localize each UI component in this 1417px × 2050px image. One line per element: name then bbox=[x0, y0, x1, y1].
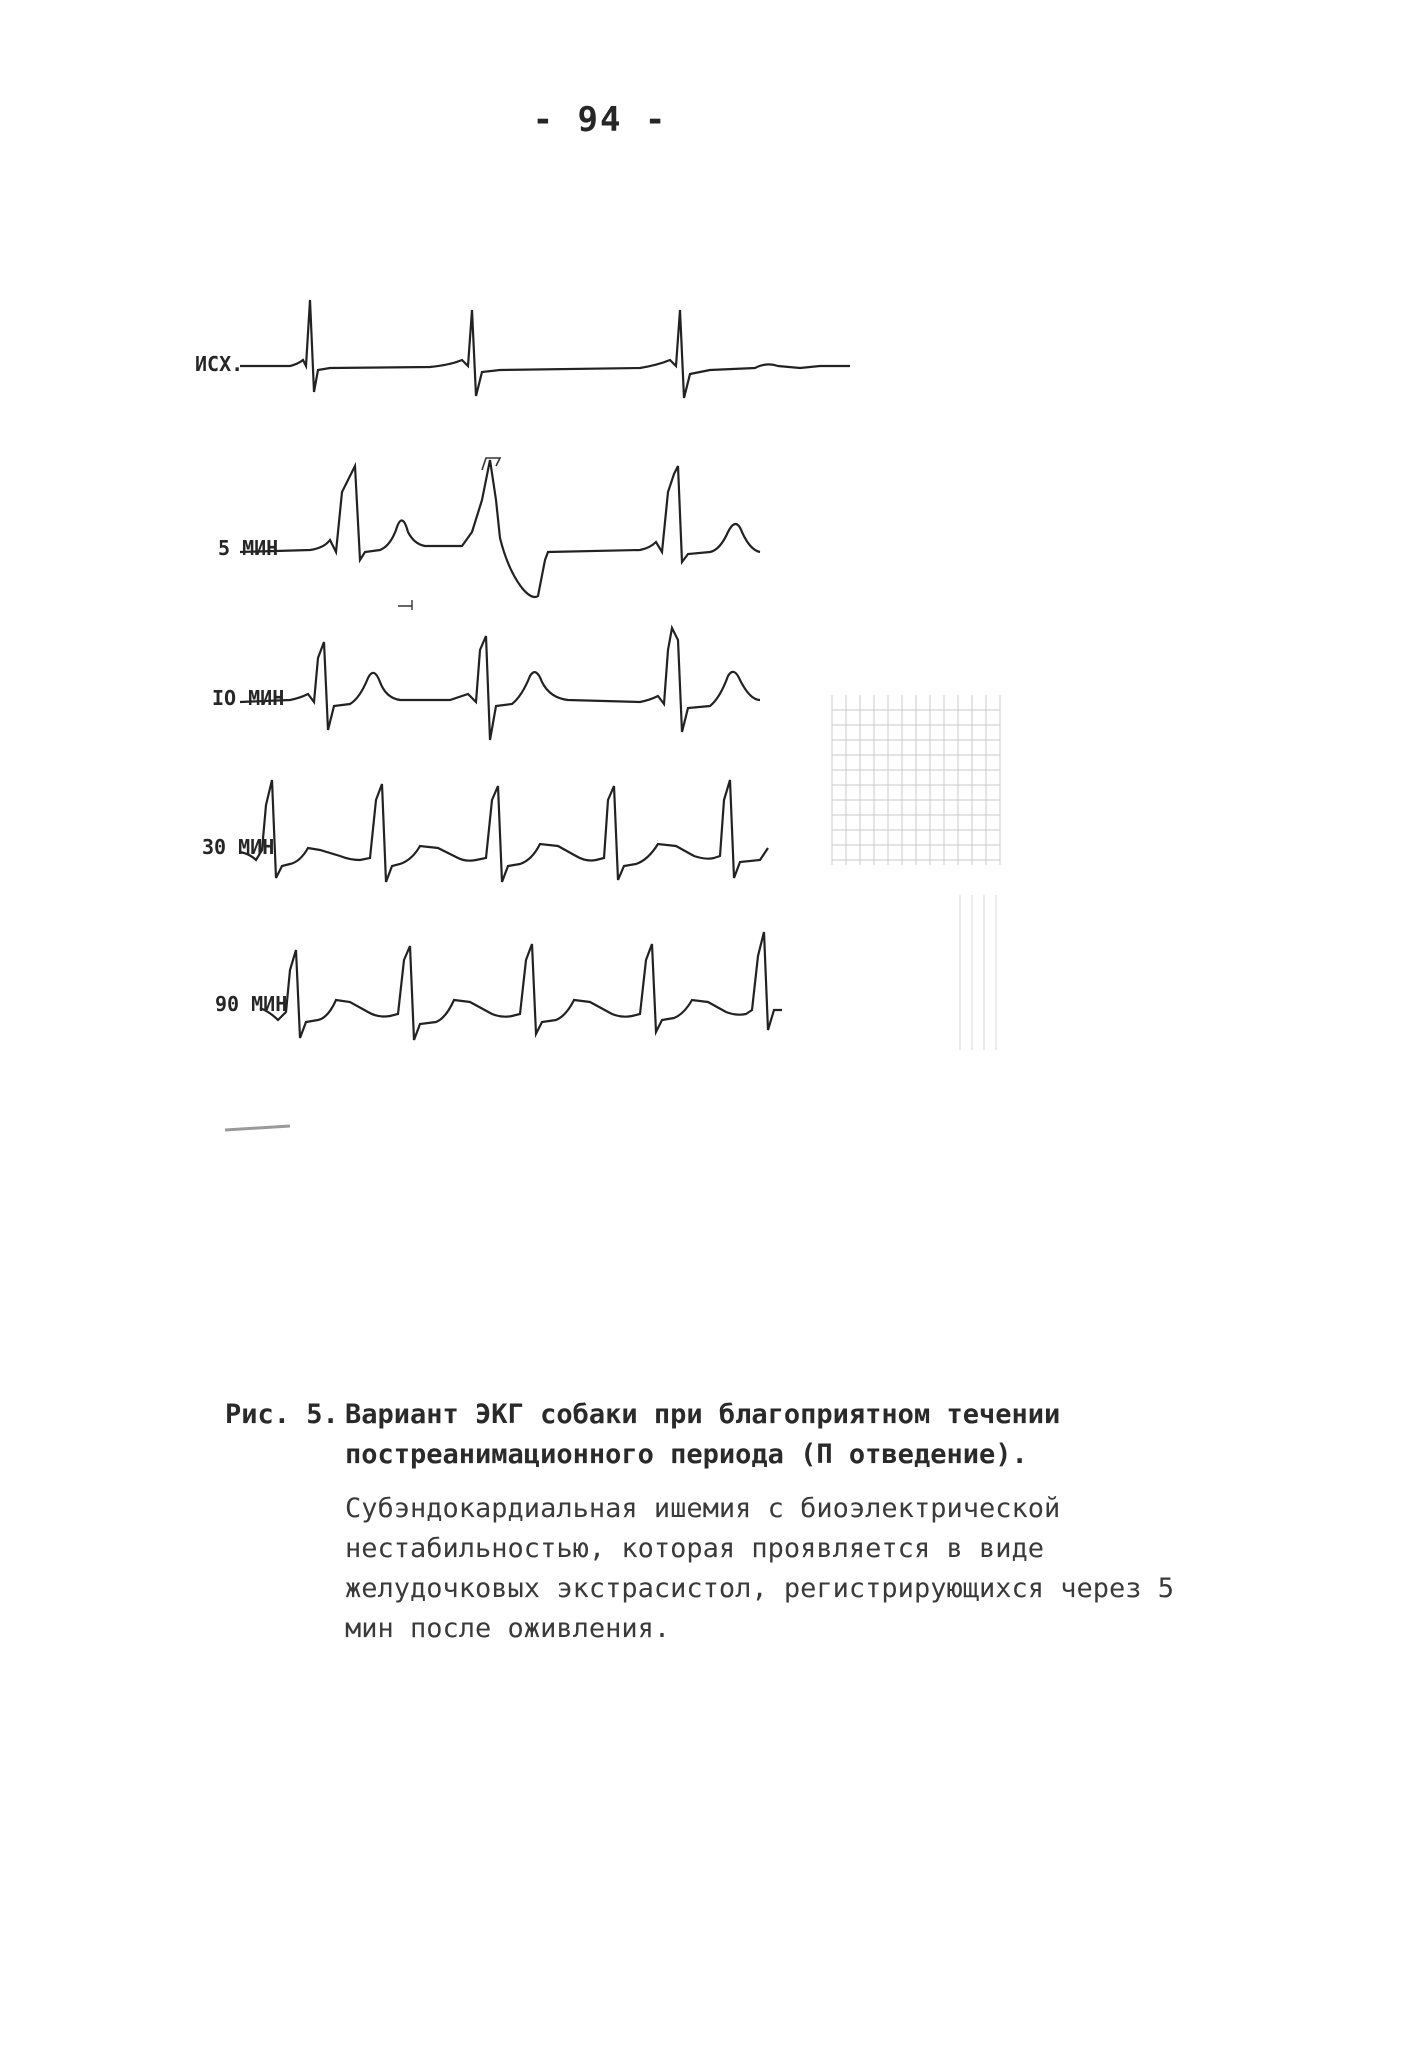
trace-label-10min: IO МИН bbox=[212, 686, 285, 710]
ecg-figure bbox=[195, 270, 1030, 1300]
ecg-trace-90min bbox=[260, 932, 782, 1040]
caption-title-line bbox=[225, 1395, 1225, 1475]
caption-body: Субэндокардиальная ишемия с биоэлектрической нестабильностью, которая проявляется в виде желудочковых экстрасистол, регистрирующихся через 5 мин после оживления. bbox=[345, 1493, 1175, 1644]
ecg-grid-patch-30 bbox=[960, 895, 996, 1050]
figure-caption bbox=[225, 1395, 1225, 1649]
trace-label-baseline: ИСХ. bbox=[195, 352, 244, 376]
caption-title: Вариант ЭКГ собаки при благоприятном течении постреанимационного периода (П отведение). bbox=[345, 1399, 1061, 1470]
ecg-trace-5min-artifact2 bbox=[398, 600, 412, 610]
trace-label-90min: 90 МИН bbox=[215, 992, 288, 1016]
ecg-trace-5min bbox=[240, 460, 760, 597]
page-number: - 94 - bbox=[532, 100, 668, 140]
ecg-grid-patch bbox=[832, 695, 1000, 865]
ecg-trace-baseline bbox=[240, 300, 850, 398]
caption-figure-label: Рис. 5. bbox=[225, 1399, 339, 1430]
ecg-trace-30min bbox=[240, 780, 768, 882]
trace-label-30min: 30 МИН bbox=[202, 835, 275, 859]
ecg-traces bbox=[200, 270, 1030, 1300]
figure-smudge bbox=[225, 1126, 290, 1130]
ecg-trace-10min bbox=[240, 628, 760, 740]
trace-label-5min: 5 МИН bbox=[218, 536, 279, 560]
